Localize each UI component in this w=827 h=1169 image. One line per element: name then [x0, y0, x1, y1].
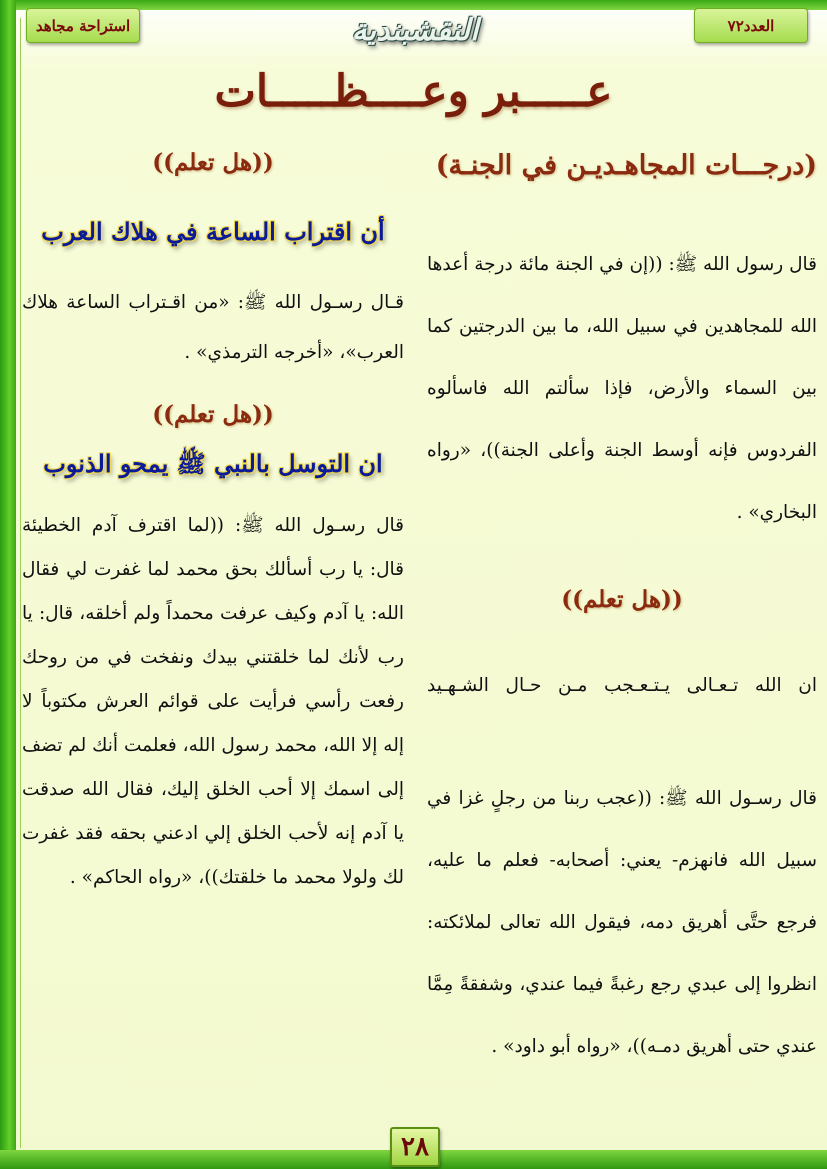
page-number: ٢٨	[390, 1127, 440, 1167]
page-title: عـــــبر وعــــظـــــات	[214, 65, 613, 117]
right-single-line: ان الله تـعـالى يـتـعـجب مـن حـال الشـهـيد	[427, 675, 817, 696]
right-column	[427, 140, 817, 1078]
left-heading-2: ان التوسل بالنبي ﷺ يمحو الذنوب	[43, 449, 383, 478]
issue-tab: العدد٧٢	[694, 8, 808, 43]
left-border	[0, 0, 16, 1169]
did-you-know-heading: ((هل تعلم))	[152, 149, 274, 176]
left-paragraph-1: قـال رسـول الله ﷺ: «من اقـتراب الساعة هلاك العرب»، «أخرجه الترمذي» .	[22, 292, 404, 363]
right-paragraph-1: قال رسول الله ﷺ: ((إن في الجنة مائة درجة أعدها الله للمجاهدين في سبيل الله، ما بين الدرجتين كما بين السماء والأرض، فإذا سألتم الله فاسألوه الفردوس فإنه أوسط الجنة وأعلى الجنة))، «رواه البخاري» .	[427, 254, 817, 523]
left-heading-1: أن اقتراب الساعة في هلاك العرب	[41, 217, 385, 246]
section-tab: استراحة مجاهد	[26, 8, 140, 43]
left-paragraph-2: قال رسـول الله ﷺ: ((لما اقترف آدم الخطيئة قال: يا رب أسألك بحق محمد لما غفرت لي فقال الله: يا آدم وكيف عرفت محمداً ولم أخلقه، قال: يا رب لأنك لما خلقتني بيدك ونفخت في من روحك رفعت رأسي فرأيت على قوائم العرش مكتوباً لا إله إلا الله، محمد رسول الله، فعلمت أنك لم تضف إلى اسمك إلا أحب الخلق إليك، فقال الله صدقت يا آدم إنه لأحب الخلق إلي ادعني بحقه فقد غفرت لك ولولا محمد ما خلقتك))، «رواه الحاكم» .	[22, 515, 404, 888]
right-column-title: (درجـــات المجاهـديـن في الجنـة)	[435, 150, 817, 181]
did-you-know-heading: ((هل تعلم))	[152, 401, 274, 428]
magazine-name: النقشبندية	[351, 12, 479, 48]
right-paragraph-2: قال رسـول الله ﷺ: ((عجب ربنا من رجلٍ غزا في سبيل الله فانهزم- يعني: أصحابه- فعلم ما عليه، فرجع حتَّى أهريق دمه، فيقول الله تعالى لملائكته: انظروا إلى عبدي رجع رغبةً فيما عندي، وشفقةً مِمَّا عندي حتى أهريق دمـه))، «رواه أبو داود» .	[427, 788, 817, 1057]
left-column	[22, 140, 404, 900]
inner-rule	[20, 18, 21, 1148]
did-you-know-heading: ((هل تعلم))	[561, 586, 683, 613]
